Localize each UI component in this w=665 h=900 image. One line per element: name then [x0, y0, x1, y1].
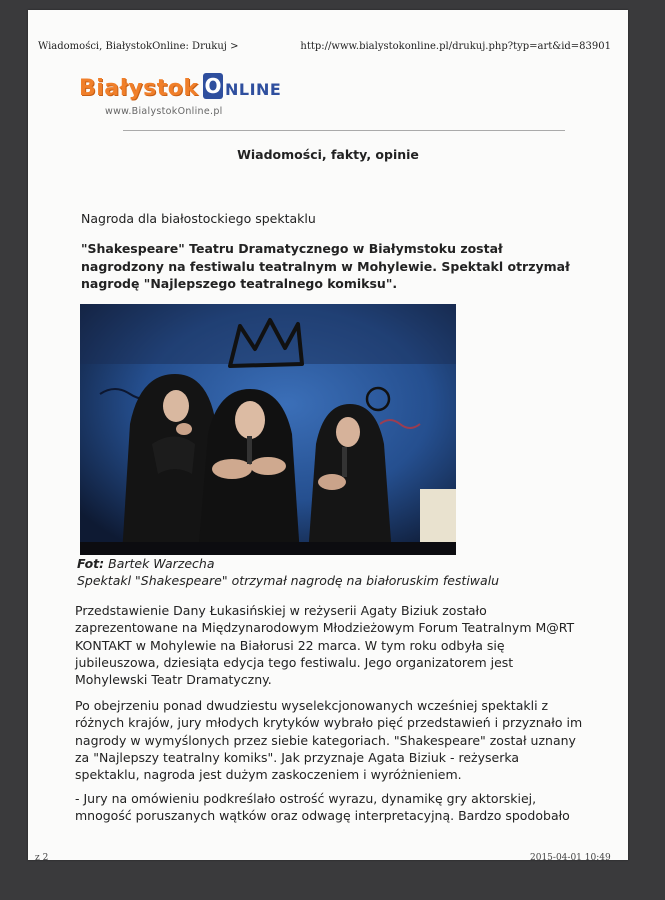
article-photo [80, 304, 456, 555]
logo-wordmark: Białystok [79, 76, 199, 101]
stage-photo-illustration [80, 304, 456, 555]
article-lead: "Shakespeare" Teatru Dramatycznego w Białymstoku został nagrodzony na festiwalu teatralnym w Mohylewie. Spektakl otrzymał nagrodę "Najlepszego teatralnego komiksu". [81, 241, 570, 291]
printed-page [28, 10, 628, 860]
logo-online-text: NLINE [225, 80, 282, 99]
article-paragraph: Po obejrzeniu ponad dwudziestu wyselekcjonowanych wcześniej spektakli z różnych krajów, jury młodych krytyków wybrało pięć przedstawień i przyznało im nagrody w wymyślonych przez siebie kategoriach. "Shakespeare" został uznany za "Najlepszy teatralny komiks". Jak przyznaje Agata Biziuk - reżyserka spektaklu, nagroda jest dużym zaskoczeniem i wyróżnieniem. [75, 698, 583, 783]
logo-badge-icon: O [204, 74, 222, 98]
article-paragraph: - Jury na omówieniu podkreślało ostrość wyrazu, dynamikę gry aktorskiej, mnogość poruszanych wątków oraz odwagę interpretacyjną. Bardzo spodobało [75, 791, 570, 824]
print-footer-page: z 2 [35, 853, 49, 863]
article-paragraph: Przedstawienie Dany Łukasińskiej w reżyserii Agaty Biziuk zostało zaprezentowane na Międzynarodowym Młodzieżowym Forum Teatralnym M@RT KONTAKT w Mohylewie na Białorusi 22 marca. W tym roku odbyła się jubileuszowa, dziesiąta edycja tego festiwalu. Jego organizatorem jest Mohylewski Teatr Dramatyczny. [75, 603, 575, 688]
site-logo [79, 76, 289, 126]
article-kicker: Nagroda dla białostockiego spektaklu [81, 211, 316, 226]
photo-credit [77, 556, 215, 571]
section-title: Wiadomości, fakty, opinie [237, 147, 419, 162]
print-header-url: http://www.bialystokonline.pl/drukuj.php?typ=art&id=83901 [300, 41, 611, 52]
photo-credit-author: Bartek Warzecha [108, 556, 215, 571]
photo-caption: Spektakl "Shakespeare" otrzymał nagrodę na białoruskim festiwalu [77, 573, 500, 588]
photo-credit-label: Fot: [77, 556, 105, 571]
print-footer-date: 2015-04-01 10:49 [530, 853, 611, 863]
print-header-title: Wiadomości, BiałystokOnline: Drukuj > [38, 41, 239, 52]
logo-url: www.BialystokOnline.pl [105, 106, 223, 117]
header-divider [123, 130, 565, 131]
